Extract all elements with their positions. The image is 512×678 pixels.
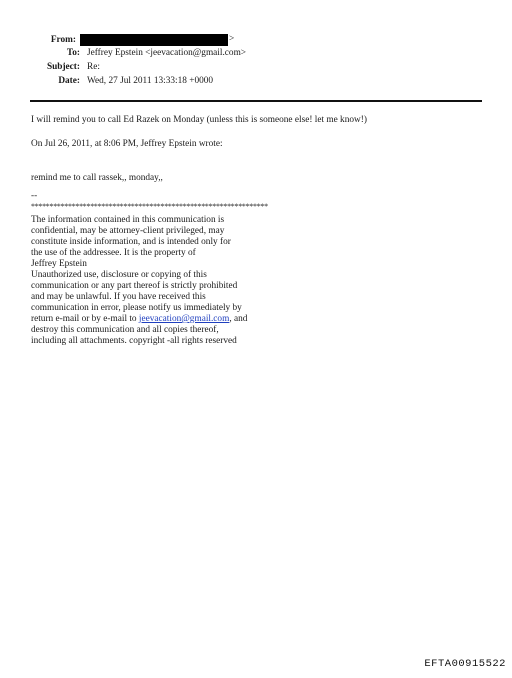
subject-label: Subject:	[46, 62, 80, 72]
disclaimer-line: the use of the addressee. It is the property of	[31, 248, 196, 258]
to-label: To:	[66, 48, 80, 58]
disclaimer-line: The information contained in this communication is	[31, 215, 225, 225]
notify-prefix: return e-mail or by e-mail to	[31, 314, 139, 324]
disclaimer-line: constitute inside information, and is intended only for	[31, 237, 231, 247]
disclaimer-line: communication or any part thereof is strictly prohibited	[31, 281, 238, 291]
quoted-message: remind me to call rassek,, monday,,	[31, 173, 163, 183]
header-divider	[30, 100, 482, 102]
disclaimer-line: including all attachments. copyright -all rights reserved	[31, 336, 237, 346]
disclaimer-line: destroy this communication and all copies thereof,	[31, 325, 219, 335]
from-label: From:	[50, 35, 76, 45]
from-suffix: >	[229, 34, 235, 44]
to-value: Jeffrey Epstein <jeevacation@gmail.com>	[87, 48, 247, 58]
email-link[interactable]: jeevacation@gmail.com	[138, 314, 230, 324]
quote-intro: On Jul 26, 2011, at 8:06 PM, Jeffrey Epstein wrote:	[31, 139, 223, 149]
signature-dash: --	[31, 191, 38, 201]
redaction-bar	[80, 34, 228, 46]
notify-suffix: , and	[229, 314, 248, 324]
disclaimer-line: communication in error, please notify us immediately by	[31, 303, 242, 313]
asterisk-divider: ****************************************************************	[31, 202, 268, 211]
disclaimer-line: Unauthorized use, disclosure or copying of this	[31, 270, 207, 280]
date-label: Date:	[58, 76, 80, 86]
disclaimer-line: Jeffrey Epstein	[31, 259, 87, 269]
date-value: Wed, 27 Jul 2011 13:33:18 +0000	[87, 76, 214, 86]
subject-value: Re:	[87, 62, 100, 72]
disclaimer-line: and may be unlawful. If you have received this	[31, 292, 206, 302]
disclaimer-line: confidential, may be attorney-client privileged, may	[31, 226, 225, 236]
disclaimer-notify-line	[31, 314, 247, 325]
document-id: EFTA00915522	[424, 658, 506, 670]
reply-line: I will remind you to call Ed Razek on Monday (unless this is someone else! let me know!)	[31, 115, 367, 125]
